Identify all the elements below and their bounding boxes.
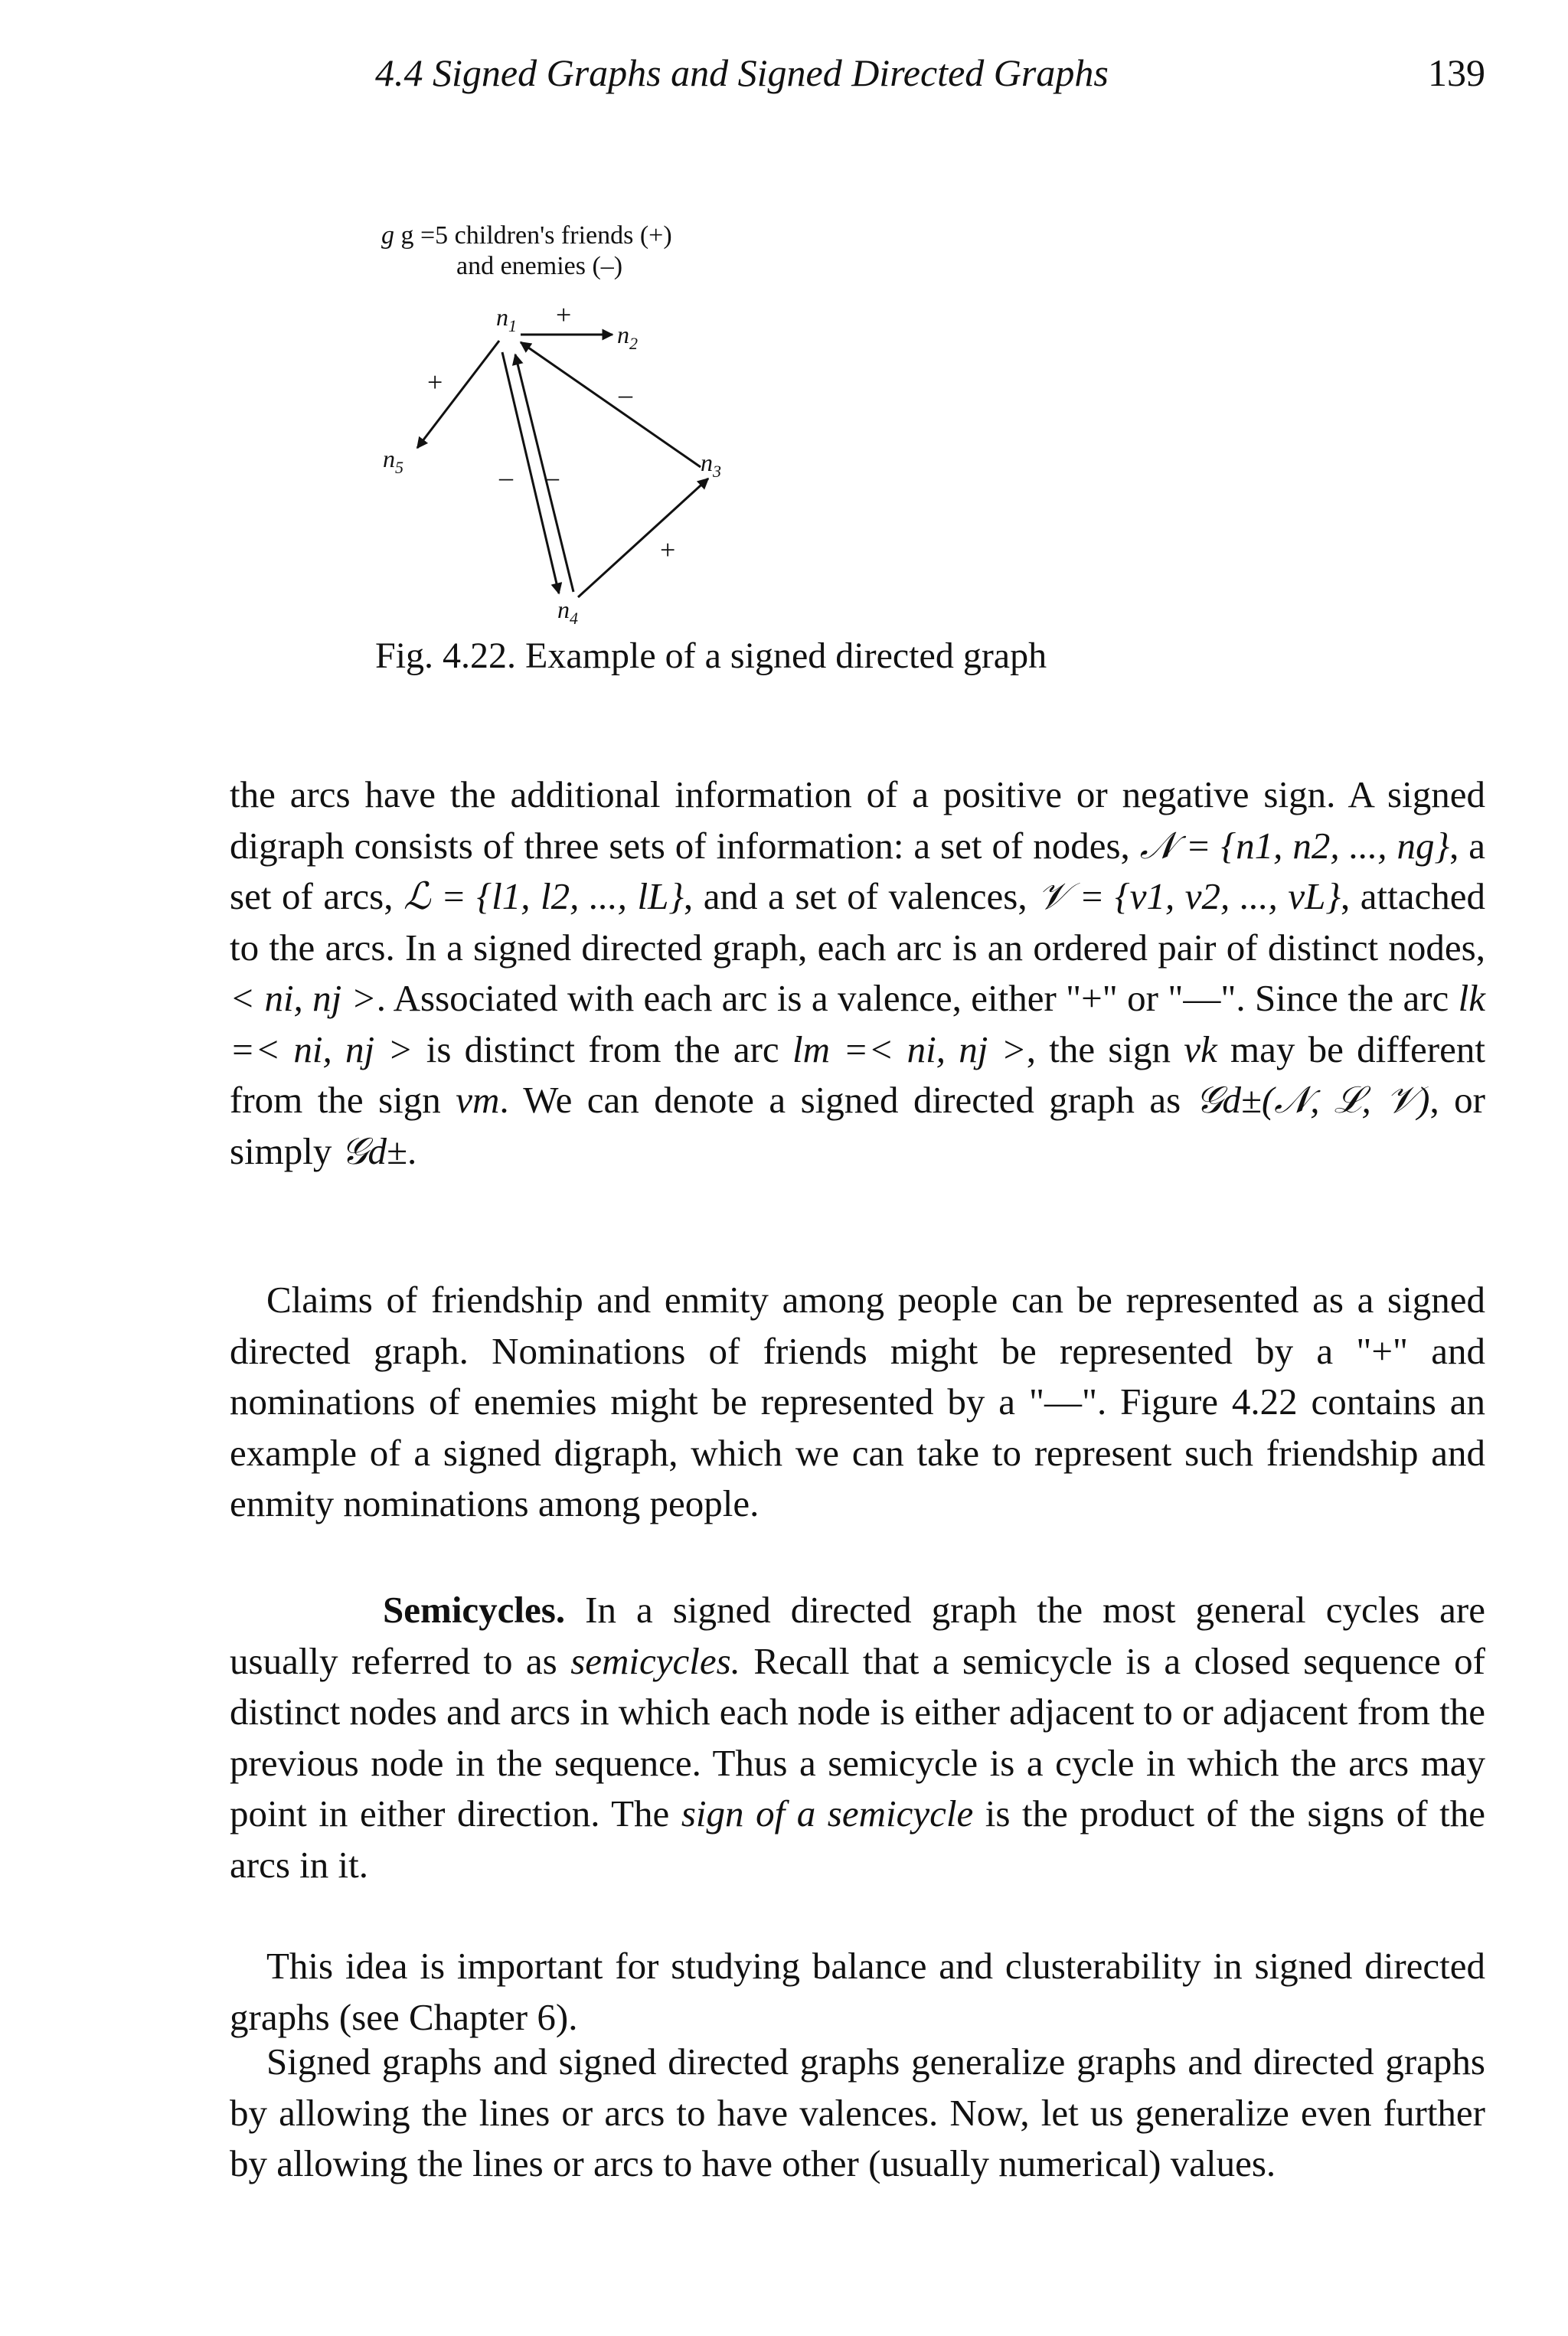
- p4-text: This idea is important for studying balance and clusterability in signed directed graphs (see Chapter 6).: [230, 1945, 1485, 2038]
- p1-text-7: , the sign: [1026, 1028, 1184, 1070]
- p1-text-6: is distinct from the arc: [413, 1028, 792, 1070]
- section-heading-semicycles: Semicycles.: [383, 1589, 566, 1631]
- sign-vk: vk: [1184, 1028, 1217, 1070]
- sign-n4-n1: –: [545, 462, 559, 492]
- figure-label-line1: g g =5 children's friends (+): [381, 221, 672, 250]
- ordered-pair: < ni, nj >: [230, 977, 377, 1019]
- p1-text-4: , attached to the arcs. In a signed directed graph, each arc is an ordered pair of distinct nodes,: [230, 875, 1485, 969]
- p3-text-2: Recall that a semicycle is a closed sequence of distinct nodes and arcs in which each node is either adjacent to or adjacent from the previous node in the sequence. Thus a semicycle is a cycle in which the arcs may point in either direction. The: [230, 1639, 1485, 1834]
- arcs-set: ℒ = {l1, l2, ..., lL}: [403, 875, 684, 917]
- p3-text-3: is the product of the signs of the arcs in it.: [230, 1792, 1485, 1886]
- p1-text-3: , and a set of valences,: [683, 875, 1038, 917]
- paragraph-2: [230, 1275, 1485, 1530]
- sign-n1-n5: +: [427, 367, 443, 397]
- p1-text-1: the arcs have the additional information of a positive or negative sign. A signed digraph consists of three sets of information: a set of nodes,: [230, 773, 1485, 867]
- sign-n1-n4: –: [499, 462, 513, 492]
- nodes-set: 𝒩 = {n1, n2, ..., ng}: [1139, 824, 1450, 867]
- edge-n4-n1: [515, 354, 573, 592]
- paragraph-4: [230, 1941, 1485, 2043]
- signed-digraph-notation: 𝒢d±(𝒩, ℒ, 𝒱): [1195, 1079, 1430, 1121]
- sign-n4-n3: +: [660, 534, 676, 565]
- sign-vm: vm: [456, 1079, 500, 1121]
- signed-digraph-short: 𝒢d±: [341, 1129, 407, 1172]
- page-header: [375, 46, 1485, 100]
- sign-n1-n2: +: [556, 299, 572, 330]
- arc-lk: lk =< ni, nj >: [230, 977, 1486, 1070]
- figure-label-line2: and enemies (–): [456, 252, 623, 280]
- edge-n3-n1: [521, 342, 701, 467]
- node-n3: $n_3$: [701, 449, 721, 481]
- sign-n3-n1: –: [619, 379, 632, 410]
- paragraph-1: [230, 769, 1485, 1177]
- paragraph-5: [230, 2037, 1485, 2190]
- p1-text-8: may be different from the sign: [230, 1028, 1485, 1121]
- digraph-svg: [375, 218, 758, 635]
- running-title: 4.4 Signed Graphs and Signed Directed Graphs: [375, 51, 1109, 94]
- p1-text-10: , or simply: [230, 1079, 1485, 1172]
- valences-set: 𝒱 = {v1, v2, ..., vL}: [1037, 875, 1341, 917]
- node-n5: $n_5$: [383, 445, 403, 477]
- p1-text-9: . We can denote a signed directed graph as: [499, 1079, 1196, 1121]
- figure-caption: Fig. 4.22. Example of a signed directed graph: [375, 635, 1047, 676]
- term-sign-of-semicycle: sign of a semicycle: [681, 1792, 974, 1834]
- node-n2: $n_2$: [617, 321, 638, 353]
- paragraph-3: [230, 1585, 1485, 1890]
- edge-n4-n3: [578, 479, 708, 597]
- p1-text-5: . Associated with each arc is a valence, either "+" or "—". Since the arc: [376, 977, 1459, 1019]
- p1-text-2: , a set of arcs,: [230, 824, 1485, 917]
- p3-text-1: In a signed directed graph the most general cycles are usually referred to as: [230, 1589, 1485, 1682]
- p2-text: Claims of friendship and enmity among people can be represented as a signed directed graph. Nominations of friends might be represented by a "+" and nominations of enemies might be represented by a "—". Figure 4.22 contains an example of a signed digraph, which we can take to represent such friendship and enmity nominations among people.: [230, 1279, 1485, 1524]
- p5-text: Signed graphs and signed directed graphs generalize graphs and directed graphs by allowing the lines or arcs to have valences. Now, let us generalize even further by allowing the lines or arcs to have other (usually numerical) values.: [230, 2040, 1485, 2184]
- signed-digraph-figure: [375, 218, 758, 635]
- p1-text-11: .: [407, 1129, 417, 1172]
- node-n4: $n_4$: [557, 596, 578, 628]
- arc-lm: lm =< ni, nj >: [792, 1028, 1027, 1070]
- term-semicycles: semicycles.: [570, 1639, 740, 1682]
- node-n1: $n_1$: [496, 303, 517, 335]
- page-number: 139: [1428, 51, 1485, 94]
